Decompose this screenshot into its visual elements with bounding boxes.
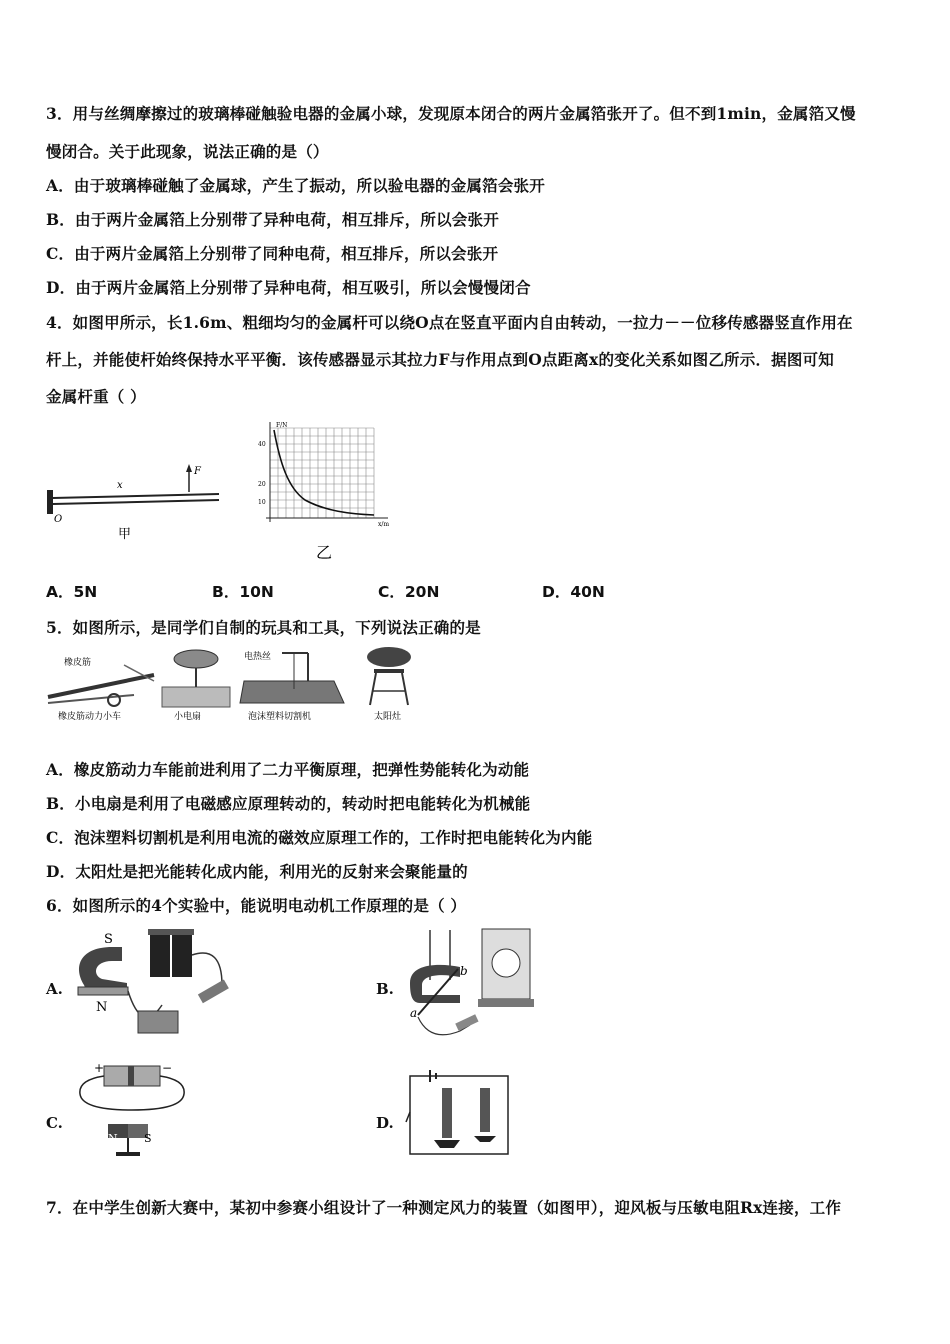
q6-label-a: A.	[46, 980, 63, 998]
graph-x-axis-label: x/m	[378, 521, 390, 528]
q6-label-d: D.	[376, 1114, 394, 1132]
q4-option-b: B．10N	[212, 583, 274, 601]
q3-stem-line2: 慢闭合。关于此现象，说法正确的是（）	[46, 142, 329, 161]
q6-stem: 6．如图所示的4个实验中，能说明电动机工作原理的是（ ）	[46, 896, 467, 915]
foam-cutter-image	[240, 650, 344, 722]
graph-y-tick-20: 20	[258, 481, 266, 488]
electromagnet-1	[442, 1088, 452, 1138]
q6-label-c: C.	[46, 1114, 63, 1132]
label-F: F	[194, 466, 201, 477]
q6-figure-b	[400, 925, 545, 1043]
electromagnet-2	[480, 1088, 490, 1132]
q4-option-a: A．5N	[46, 583, 98, 601]
small-fan-image	[162, 650, 230, 722]
label-x: x	[117, 480, 123, 491]
fig-b-a: a	[410, 1006, 418, 1020]
car-caption: 橡皮筋动力小车	[58, 712, 122, 722]
q3-option-c: C．由于两片金属箔上分别带了同种电荷，相互排斥，所以会张开	[46, 244, 499, 263]
q5-stem: 5．如图所示，是同学们自制的玩具和工具，下列说法正确的是	[46, 618, 481, 637]
fan-caption: 小电扇	[174, 712, 202, 722]
q6-figure-a	[72, 925, 237, 1043]
cutter-caption: 泡沫塑料切割机	[248, 712, 312, 722]
cutter-label: 电热丝	[244, 652, 272, 662]
fig-c-plus: +	[94, 1061, 105, 1075]
q4-option-c: C．20N	[378, 583, 440, 601]
fig-caption-jia: 甲	[118, 527, 132, 542]
q7-stem-line1: 7．在中学生创新大赛中，某初中参赛小组设计了一种测定风力的装置（如图甲），迎风板与压敏电阻Rx连接，工作	[46, 1198, 842, 1217]
q3-option-d: D．由于两片金属箔上分别带了异种电荷，相互吸引，所以会慢慢闭合	[46, 278, 531, 297]
q6-label-b: B.	[376, 980, 394, 998]
q5-option-c: C．泡沫塑料切割机是利用电流的磁效应原理工作的，工作时把电能转化为内能	[46, 828, 593, 847]
graph-y-tick-10: 10	[258, 499, 266, 506]
q3-stem-line1: 3．用与丝绸摩擦过的玻璃棒碰触验电器的金属小球，发现原本闭合的两片金属箔张开了。但不到1min，金属箔又慢	[46, 104, 856, 123]
fig-c-minus: −	[162, 1061, 173, 1075]
lever-rod	[53, 494, 219, 498]
q6-figure-d	[404, 1068, 514, 1163]
fig-a-n: N	[96, 1000, 108, 1015]
solar-stove-image	[367, 647, 411, 722]
circuit-d	[410, 1076, 508, 1154]
q4-stem-line2: 杆上，并能使杆始终保持水平平衡．该传感器显示其拉力F与作用点到O点距离x的变化关系如图乙所示．据图可知	[46, 350, 834, 369]
q4-lever-figure	[44, 440, 229, 545]
car-label: 橡皮筋	[64, 658, 92, 668]
rubber-band-car-image	[48, 656, 154, 722]
q5-option-a: A．橡皮筋动力车能前进利用了二力平衡原理，把弹性势能转化为动能	[46, 760, 530, 779]
q4-stem-line3: 金属杆重（ ）	[46, 387, 146, 406]
graph-y-axis-label: F/N	[276, 422, 288, 429]
fig-b-b: b	[460, 964, 468, 978]
q4-graph-figure	[250, 418, 400, 568]
fig-c-n: N	[108, 1132, 118, 1145]
q6-figure-c	[72, 1058, 197, 1163]
q5-images	[44, 645, 424, 727]
q5-option-b: B．小电扇是利用了电磁感应原理转动的，转动时把电能转化为机械能	[46, 794, 531, 813]
label-O: O	[54, 514, 63, 525]
wall-pivot	[47, 490, 53, 514]
q5-option-d: D．太阳灶是把光能转化成内能，利用光的反射来会聚能量的	[46, 862, 468, 881]
fig-caption-yi: 乙	[316, 543, 333, 562]
fig-c-s: S	[144, 1132, 152, 1145]
graph-curve	[274, 430, 374, 515]
stove-caption: 太阳灶	[374, 712, 402, 722]
q4-stem-line1: 4．如图甲所示，长1.6m、粗细均匀的金属杆可以绕O点在竖直平面内自由转动，一拉力－－位移传感器竖直作用在	[46, 313, 853, 332]
q4-option-d: D．40N	[542, 583, 605, 601]
magnet-b	[410, 965, 460, 1003]
fig-a-s: S	[104, 932, 113, 947]
q3-option-a: A．由于玻璃棒碰触了金属球，产生了振动，所以验电器的金属箔会张开	[46, 176, 545, 195]
q3-option-b: B．由于两片金属箔上分别带了异种电荷，相互排斥，所以会张开	[46, 210, 499, 229]
graph-y-tick-40: 40	[258, 441, 266, 448]
